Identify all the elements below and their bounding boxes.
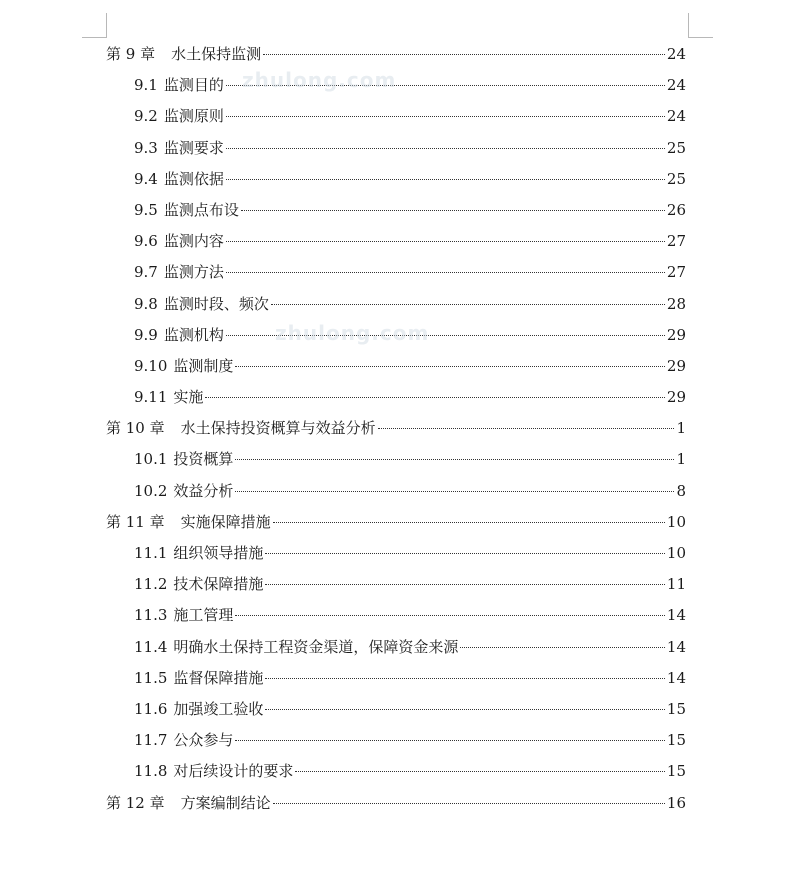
toc-section-entry[interactable]	[106, 226, 686, 257]
toc-entry-title: 监测原则	[163, 107, 224, 126]
toc-section-entry[interactable]	[106, 70, 686, 101]
toc-entry-page-number: 27	[666, 263, 686, 282]
toc-dot-leader	[460, 647, 664, 648]
toc-dot-leader	[226, 85, 665, 86]
toc-section-entry[interactable]	[106, 289, 686, 320]
toc-entry-title: 水土保持投资概算与效益分析	[180, 419, 376, 438]
toc-entry-page-number: 26	[666, 200, 686, 219]
toc-entry-title: 加强竣工验收	[173, 699, 264, 718]
toc-entry-title: 明确水土保持工程资金渠道，保障资金来源	[173, 637, 459, 656]
toc-entry-page-number: 11	[666, 575, 686, 594]
toc-entry-number: 9.4	[134, 169, 158, 188]
toc-section-entry[interactable]	[106, 444, 686, 475]
toc-entry-title: 监测依据	[163, 169, 224, 188]
toc-entry-number: 9.1	[134, 76, 158, 95]
toc-chapter-entry[interactable]	[106, 39, 686, 70]
toc-entry-title: 监测内容	[163, 232, 224, 251]
toc-entry-page-number: 14	[666, 637, 686, 656]
toc-entry-number: 第 9 章	[106, 45, 156, 63]
toc-entry-number: 11.7	[134, 731, 168, 750]
toc-entry-number: 10.2	[134, 481, 168, 500]
toc-entry-title: 组织领导措施	[173, 544, 264, 562]
toc-entry-page-number: 24	[666, 76, 686, 95]
toc-section-entry[interactable]	[106, 320, 686, 351]
toc-chapter-entry[interactable]	[106, 788, 686, 819]
toc-dot-leader	[226, 179, 665, 180]
toc-dot-leader	[263, 54, 665, 55]
toc-entry-number: 11.1	[134, 544, 168, 562]
toc-dot-leader	[273, 803, 665, 804]
toc-section-entry[interactable]	[106, 382, 686, 413]
toc-dot-leader	[226, 116, 665, 117]
toc-entry-page-number: 16	[666, 793, 686, 812]
toc-section-entry[interactable]	[106, 351, 686, 382]
toc-section-entry[interactable]	[106, 133, 686, 164]
toc-entry-page-number: 25	[666, 169, 686, 188]
toc-entry-title: 投资概算	[173, 450, 234, 469]
toc-dot-leader	[235, 491, 674, 492]
toc-section-entry[interactable]	[106, 164, 686, 195]
toc-entry-page-number: 10	[666, 544, 686, 562]
toc-entry-number: 9.9	[134, 325, 158, 344]
toc-dot-leader	[226, 272, 665, 273]
toc-entry-title: 效益分析	[173, 481, 234, 500]
toc-entry-number: 11.2	[134, 575, 168, 594]
toc-entry-title: 监测制度	[173, 356, 234, 375]
toc-entry-title: 监测目的	[163, 76, 224, 95]
toc-dot-leader	[226, 335, 665, 336]
toc-entry-title: 施工管理	[173, 606, 234, 625]
toc-entry-number: 11.3	[134, 606, 168, 625]
toc-entry-number: 第 11 章	[106, 512, 165, 531]
toc-dot-leader	[265, 678, 664, 679]
crop-mark-top-left	[82, 13, 107, 38]
toc-entry-title: 实施保障措施	[180, 512, 271, 531]
toc-dot-leader	[235, 615, 664, 616]
toc-entry-page-number: 29	[666, 325, 686, 344]
toc-dot-leader	[226, 241, 665, 242]
toc-section-entry[interactable]	[106, 569, 686, 600]
toc-entry-number: 9.11	[134, 388, 168, 407]
toc-entry-page-number: 15	[666, 699, 686, 718]
toc-section-entry[interactable]	[106, 538, 686, 569]
toc-entry-page-number: 10	[666, 512, 686, 531]
toc-section-entry[interactable]	[106, 195, 686, 226]
toc-section-entry[interactable]	[106, 663, 686, 694]
toc-entry-page-number: 29	[666, 356, 686, 375]
toc-entry-page-number: 24	[666, 45, 686, 63]
toc-dot-leader	[235, 740, 664, 741]
toc-dot-leader	[265, 584, 664, 585]
toc-dot-leader	[265, 553, 664, 554]
toc-entry-title: 水土保持监测	[171, 45, 262, 63]
toc-dot-leader	[205, 397, 664, 398]
toc-chapter-entry[interactable]	[106, 507, 686, 538]
toc-dot-leader	[273, 522, 665, 523]
toc-dot-leader	[378, 428, 675, 429]
toc-dot-leader	[265, 709, 664, 710]
toc-entry-title: 技术保障措施	[173, 575, 264, 594]
toc-entry-number: 11.5	[134, 668, 168, 687]
toc-entry-number: 第 12 章	[106, 793, 165, 812]
toc-dot-leader	[235, 366, 664, 367]
toc-entry-page-number: 1	[676, 450, 686, 469]
toc-entry-title: 监测方法	[163, 263, 224, 282]
toc-section-entry[interactable]	[106, 725, 686, 756]
toc-entry-page-number: 24	[666, 107, 686, 126]
toc-entry-number: 11.8	[134, 762, 168, 781]
toc-section-entry[interactable]	[106, 756, 686, 787]
toc-entry-title: 监督保障措施	[173, 668, 264, 687]
toc-section-entry[interactable]	[106, 694, 686, 725]
toc-entry-number: 9.7	[134, 263, 158, 282]
toc-entry-page-number: 28	[666, 294, 686, 313]
toc-entry-title: 方案编制结论	[180, 793, 271, 812]
toc-dot-leader	[226, 148, 665, 149]
toc-entry-number: 9.6	[134, 232, 158, 251]
toc-entry-page-number: 15	[666, 731, 686, 750]
toc-entry-number: 9.5	[134, 200, 158, 219]
toc-entry-number: 9.2	[134, 107, 158, 126]
toc-entry-number: 11.6	[134, 699, 168, 718]
toc-entry-number: 9.10	[134, 356, 168, 375]
toc-entry-number: 9.3	[134, 138, 158, 157]
watermark: zhulong.com	[242, 68, 397, 92]
toc-entry-page-number: 29	[666, 388, 686, 407]
toc-entry-page-number: 1	[676, 419, 686, 438]
toc-entry-number: 9.8	[134, 294, 158, 313]
toc-section-entry[interactable]	[106, 257, 686, 288]
toc-entry-title: 监测机构	[163, 325, 224, 344]
toc-entry-number: 10.1	[134, 450, 168, 469]
toc-dot-leader	[271, 304, 665, 305]
toc-entry-page-number: 8	[676, 481, 686, 500]
toc-entry-title: 监测要求	[163, 138, 224, 157]
toc-entry-title: 监测时段、频次	[163, 294, 269, 313]
toc-entry-page-number: 14	[666, 668, 686, 687]
crop-mark-top-right	[688, 13, 713, 38]
toc-entry-page-number: 15	[666, 762, 686, 781]
toc-entry-page-number: 25	[666, 138, 686, 157]
watermark: zhulong.com	[275, 321, 430, 345]
toc-dot-leader	[235, 459, 674, 460]
toc-chapter-entry[interactable]	[106, 413, 686, 444]
toc-entry-page-number: 14	[666, 606, 686, 625]
toc-entry-number: 第 10 章	[106, 419, 165, 438]
toc-entry-title: 实施	[173, 388, 204, 407]
toc-section-entry[interactable]	[106, 632, 686, 663]
toc-entry-title: 对后续设计的要求	[173, 762, 294, 781]
toc-section-entry[interactable]	[106, 101, 686, 132]
toc-entry-page-number: 27	[666, 232, 686, 251]
toc-dot-leader	[241, 210, 665, 211]
toc-entry-number: 11.4	[134, 637, 168, 656]
table-of-contents	[106, 39, 686, 819]
toc-dot-leader	[295, 771, 664, 772]
toc-entry-title: 监测点布设	[163, 200, 239, 219]
toc-section-entry[interactable]	[106, 476, 686, 507]
toc-entry-title: 公众参与	[173, 731, 234, 750]
toc-section-entry[interactable]	[106, 600, 686, 631]
